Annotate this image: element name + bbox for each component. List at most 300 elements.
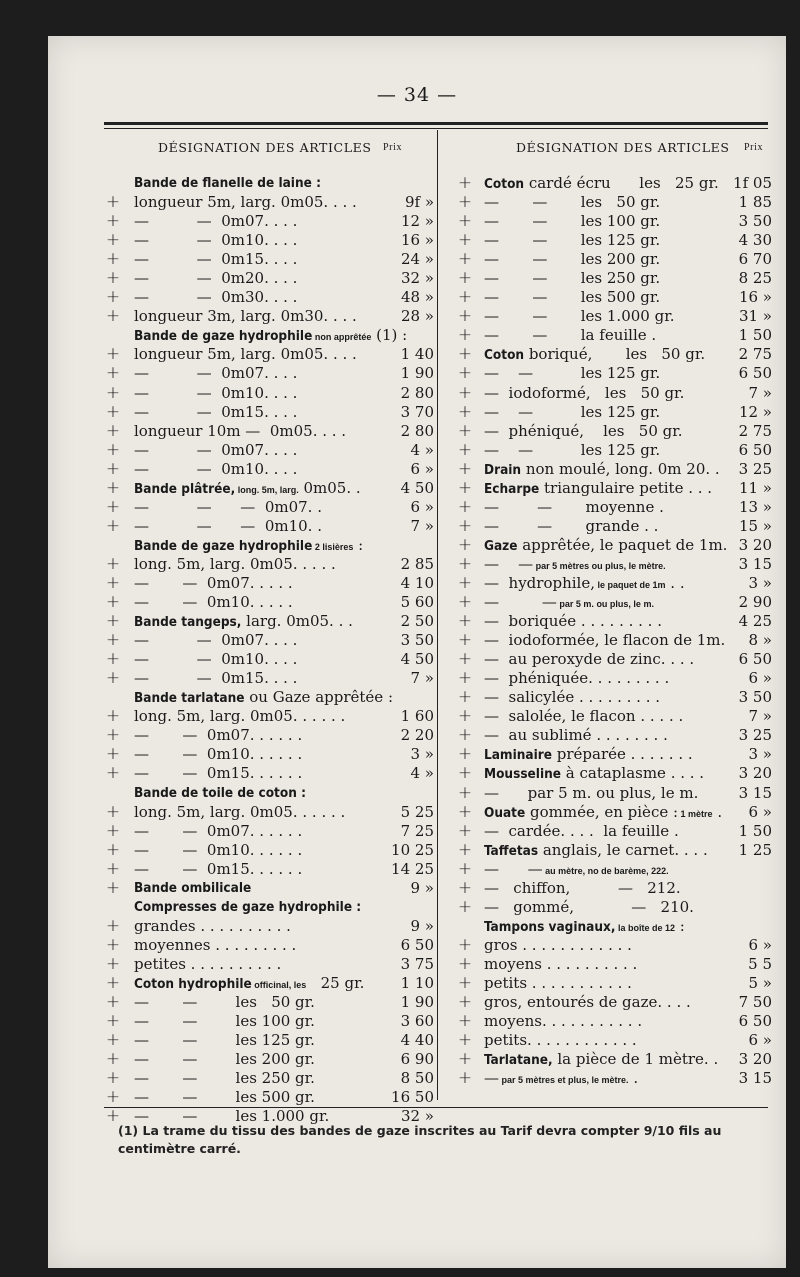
article-designation: — — les 50 gr.	[134, 993, 315, 1012]
left-row	[104, 631, 434, 650]
plus-mark-icon: +	[457, 249, 473, 270]
plus-mark-icon: +	[457, 801, 473, 822]
plus-mark-icon: +	[105, 820, 121, 841]
article-price: 4 50	[400, 650, 434, 669]
article-price: 9 »	[410, 878, 434, 897]
article-price: 3 50	[738, 688, 772, 707]
article-designation: — — les 125 gr.	[484, 231, 661, 250]
article-designation: — — les 500 gr.	[134, 1088, 315, 1107]
right-column	[456, 174, 772, 1088]
article-designation: — iodoformé, les 50 gr.	[484, 383, 685, 402]
article-price: 2 80	[400, 383, 434, 402]
article-designation: Bande de gaze hydrophile non apprêtée (1) :	[134, 326, 408, 345]
article-price: 16 »	[738, 288, 772, 307]
footer-rule	[104, 1107, 768, 1108]
article-price: 3 »	[748, 745, 772, 764]
plus-mark-icon: +	[457, 706, 473, 727]
right-row	[456, 269, 772, 288]
article-price: 3 »	[748, 573, 772, 592]
article-designation: — — les 50 gr.	[484, 193, 661, 212]
article-price: 2 80	[400, 421, 434, 440]
plus-mark-icon: +	[457, 668, 473, 689]
article-price: 6 50	[400, 935, 434, 954]
right-row	[456, 593, 772, 612]
article-designation: — — les 125 gr.	[134, 1031, 315, 1050]
article-designation: Taffetas anglais, le carnet. . . .	[484, 840, 708, 859]
plus-mark-icon: +	[105, 401, 121, 422]
plus-mark-icon: +	[105, 496, 121, 517]
article-designation: — — 0m07. . . . .	[134, 573, 293, 592]
plus-mark-icon: +	[457, 325, 473, 346]
plus-mark-icon: +	[105, 611, 121, 632]
left-header	[158, 140, 371, 155]
article-designation: petits . . . . . . . . . . .	[484, 973, 632, 992]
right-row	[456, 1050, 772, 1069]
plus-mark-icon: +	[457, 344, 473, 365]
article-price: 6 50	[738, 440, 772, 459]
article-price: 4 40	[400, 1031, 434, 1050]
article-price: 31 »	[738, 307, 772, 326]
article-designation: — — 0m10. . . . .	[134, 593, 293, 612]
left-row	[104, 1012, 434, 1031]
left-row	[104, 345, 434, 364]
left-row	[104, 784, 434, 803]
left-row	[104, 212, 434, 231]
article-designation: Gaze apprêtée, le paquet de 1m.	[484, 535, 728, 554]
left-row	[104, 688, 434, 707]
article-price: 3 15	[738, 1069, 772, 1088]
left-row	[104, 517, 434, 536]
plus-mark-icon: +	[105, 744, 121, 765]
plus-mark-icon: +	[457, 725, 473, 746]
article-designation: longueur 3m, larg. 0m30. . . .	[134, 307, 357, 326]
article-designation: — — les 250 gr.	[134, 1069, 315, 1088]
article-price: 3 20	[738, 1050, 772, 1069]
right-row	[456, 403, 772, 422]
article-designation: Tampons vaginaux, la boîte de 12 :	[484, 916, 685, 935]
article-price: 5 60	[400, 593, 434, 612]
article-designation: — — 0m07. . . . . .	[134, 726, 303, 745]
plus-mark-icon: +	[457, 477, 473, 498]
right-row	[456, 498, 772, 517]
article-designation: — — 0m30. . . .	[134, 288, 298, 307]
article-price: 4 »	[410, 764, 434, 783]
article-price: 4 25	[738, 612, 772, 631]
plus-mark-icon: +	[457, 649, 473, 670]
article-designation: gros . . . . . . . . . . . .	[484, 935, 632, 954]
article-designation: — — 0m07. . . .	[134, 364, 298, 383]
plus-mark-icon: +	[105, 382, 121, 403]
left-row	[104, 403, 434, 422]
article-designation: Bande plâtrée, long. 5m, larg. 0m05. .	[134, 478, 361, 497]
left-row	[104, 555, 434, 574]
article-designation: longueur 10m — 0m05. . . .	[134, 421, 347, 440]
article-price: 9 »	[410, 916, 434, 935]
left-row	[104, 707, 434, 726]
plus-mark-icon: +	[457, 211, 473, 232]
article-price: 7 25	[400, 821, 434, 840]
article-designation: gros, entourés de gaze. . . .	[484, 993, 691, 1012]
plus-mark-icon: +	[105, 553, 121, 574]
left-row	[104, 612, 434, 631]
article-designation: — — la feuille .	[484, 326, 657, 345]
plus-mark-icon: +	[105, 458, 121, 479]
right-header	[516, 140, 729, 155]
article-designation: Bande tarlatane ou Gaze apprêtée :	[134, 688, 393, 707]
article-price: 8 25	[738, 269, 772, 288]
left-row	[104, 1088, 434, 1107]
right-row	[456, 1012, 772, 1031]
article-designation: petits. . . . . . . . . . . .	[484, 1031, 637, 1050]
plus-mark-icon: +	[457, 534, 473, 555]
article-designation: — — les 250 gr.	[484, 269, 661, 288]
article-price: 2 75	[738, 421, 772, 440]
article-designation: — phéniqué, les 50 gr.	[484, 421, 683, 440]
plus-mark-icon: +	[105, 801, 121, 822]
left-row	[104, 479, 434, 498]
article-designation: moyens. . . . . . . . . . .	[484, 1012, 643, 1031]
plus-mark-icon: +	[457, 877, 473, 898]
right-row	[456, 764, 772, 783]
article-designation: — — 0m15. . . .	[134, 402, 298, 421]
article-designation: — — 0m10. . . .	[134, 231, 298, 250]
article-price: 6 »	[748, 1031, 772, 1050]
plus-mark-icon: +	[457, 496, 473, 517]
article-price: 6 50	[738, 1012, 772, 1031]
left-row	[104, 764, 434, 783]
left-row	[104, 974, 434, 993]
article-designation: — — les 1.000 gr.	[484, 307, 675, 326]
article-price: 1 90	[400, 993, 434, 1012]
plus-mark-icon: +	[457, 439, 473, 460]
article-designation: long. 5m, larg. 0m05. . . . . .	[134, 802, 346, 821]
article-price: 12 »	[400, 212, 434, 231]
plus-mark-icon: +	[457, 306, 473, 327]
article-designation: Mousseline à cataplasme . . . .	[484, 764, 705, 783]
plus-mark-icon: +	[457, 268, 473, 289]
article-price: 10 25	[391, 840, 434, 859]
left-row	[104, 231, 434, 250]
article-designation: — — 0m10. . . . . .	[134, 840, 303, 859]
plus-mark-icon: +	[457, 782, 473, 803]
right-row	[456, 612, 772, 631]
article-designation: Tarlatane, la pièce de 1 mètre. .	[484, 1050, 719, 1069]
left-row	[104, 326, 434, 345]
article-price: 4 »	[410, 440, 434, 459]
plus-mark-icon: +	[105, 1030, 121, 1051]
article-designation: — gommé, — 210.	[484, 897, 694, 916]
article-designation: — — 0m07. . . .	[134, 440, 298, 459]
plus-mark-icon: +	[457, 192, 473, 213]
plus-mark-icon: +	[457, 953, 473, 974]
article-designation: — — les 100 gr.	[484, 212, 661, 231]
article-designation: grandes . . . . . . . . . .	[134, 916, 291, 935]
right-row	[456, 955, 772, 974]
article-price: 2 50	[400, 612, 434, 631]
left-row	[104, 669, 434, 688]
article-designation: Bande de toile de coton :	[134, 784, 306, 801]
left-header-title: DÉSIGNATION DES ARTICLES	[158, 140, 372, 155]
right-row	[456, 517, 772, 536]
article-designation: Ouate gommée, en pièce : 1 mètre .	[484, 802, 723, 821]
left-row	[104, 574, 434, 593]
right-row	[456, 669, 772, 688]
left-row	[104, 593, 434, 612]
article-designation: — — 0m15. . . . . .	[134, 764, 303, 783]
article-price: 5 »	[748, 973, 772, 992]
article-designation: — hydrophile, le paquet de 1m . .	[484, 573, 685, 592]
right-row	[456, 422, 772, 441]
article-price: 1 40	[400, 345, 434, 364]
plus-mark-icon: +	[105, 1068, 121, 1089]
article-designation: — — par 5 mètres ou plus, le mètre.	[484, 554, 666, 573]
left-row	[104, 174, 434, 193]
article-designation: longueur 5m, larg. 0m05. . . .	[134, 345, 357, 364]
article-price: 3 20	[738, 535, 772, 554]
left-row	[104, 993, 434, 1012]
article-designation: Drain non moulé, long. 0m 20. .	[484, 459, 720, 478]
article-designation: — — 0m20. . . .	[134, 269, 298, 288]
article-designation: — — les 1.000 gr.	[134, 1107, 330, 1126]
article-designation: — — 0m10. . . . . .	[134, 745, 303, 764]
plus-mark-icon: +	[105, 706, 121, 727]
article-designation: Coton cardé écru les 25 gr.	[484, 174, 719, 192]
article-designation: — — 0m10. . . .	[134, 383, 298, 402]
article-price: 1 90	[400, 364, 434, 383]
left-row	[104, 288, 434, 307]
article-designation: — au peroxyde de zinc. . . .	[484, 650, 695, 669]
article-designation: Coton boriqué, les 50 gr.	[484, 345, 706, 364]
right-row	[456, 993, 772, 1012]
article-price: 1 25	[738, 840, 772, 859]
right-row	[456, 879, 772, 898]
plus-mark-icon: +	[105, 1087, 121, 1108]
right-row	[456, 384, 772, 403]
plus-mark-icon: +	[457, 1030, 473, 1051]
plus-mark-icon: +	[457, 287, 473, 308]
right-row	[456, 326, 772, 345]
plus-mark-icon: +	[105, 249, 121, 270]
right-row	[456, 193, 772, 212]
plus-mark-icon: +	[105, 934, 121, 955]
plus-mark-icon: +	[457, 420, 473, 441]
plus-mark-icon: +	[105, 763, 121, 784]
article-designation: — — 0m10. . . .	[134, 650, 298, 669]
right-row	[456, 784, 772, 803]
plus-mark-icon: +	[457, 1011, 473, 1032]
article-designation: Bande tangeps, larg. 0m05. . .	[134, 612, 353, 631]
article-designation: — chiffon, — 212.	[484, 878, 681, 897]
article-designation: — au sublimé . . . . . . . .	[484, 726, 668, 745]
article-price: 6 50	[738, 364, 772, 383]
article-designation: Bande de gaze hydrophile 2 lisières :	[134, 535, 364, 554]
left-row	[104, 250, 434, 269]
right-row	[456, 650, 772, 669]
right-row	[456, 745, 772, 764]
article-price: 48 »	[400, 288, 434, 307]
plus-mark-icon: +	[457, 839, 473, 860]
article-price: 16 50	[391, 1088, 434, 1107]
left-row	[104, 745, 434, 764]
article-designation: — — 0m15. . . .	[134, 250, 298, 269]
plus-mark-icon: +	[105, 1106, 121, 1127]
plus-mark-icon: +	[105, 287, 121, 308]
left-row	[104, 860, 434, 879]
article-price: 6 »	[410, 497, 434, 516]
left-row	[104, 898, 434, 917]
article-price: 1 10	[400, 973, 434, 992]
article-designation: petites . . . . . . . . . .	[134, 954, 282, 973]
article-price: 3 25	[738, 726, 772, 745]
article-price: 6 90	[400, 1050, 434, 1069]
plus-mark-icon: +	[105, 858, 121, 879]
article-designation: — — — 0m07. .	[134, 497, 322, 516]
plus-mark-icon: +	[457, 896, 473, 917]
plus-mark-icon: +	[457, 553, 473, 574]
plus-mark-icon: +	[457, 363, 473, 384]
plus-mark-icon: +	[105, 649, 121, 670]
article-designation: — — 0m07. . . . . .	[134, 821, 303, 840]
plus-mark-icon: +	[457, 382, 473, 403]
article-price: 15 »	[738, 516, 772, 535]
article-price: 13 »	[738, 497, 772, 516]
article-designation: — — les 125 gr.	[484, 364, 661, 383]
right-row	[456, 974, 772, 993]
right-row	[456, 174, 772, 193]
plus-mark-icon: +	[105, 344, 121, 365]
article-designation: — — — 0m10. .	[134, 516, 322, 535]
left-row	[104, 650, 434, 669]
right-row	[456, 803, 772, 822]
article-designation: — — 0m15. . . .	[134, 669, 298, 688]
article-price: 24 »	[400, 250, 434, 269]
plus-mark-icon: +	[457, 1068, 473, 1089]
plus-mark-icon: +	[457, 572, 473, 593]
article-price: 11 »	[738, 478, 772, 497]
article-price: 2 85	[400, 554, 434, 573]
article-price: 3 50	[738, 212, 772, 231]
right-row	[456, 707, 772, 726]
article-designation: long. 5m, larg. 0m05. . . . . .	[134, 707, 346, 726]
article-price: 4 50	[400, 478, 434, 497]
article-designation: Compresses de gaze hydrophile :	[134, 898, 362, 915]
article-price: 14 25	[391, 859, 434, 878]
article-price: 3 20	[738, 764, 772, 783]
article-price: 1 50	[738, 821, 772, 840]
plus-mark-icon: +	[457, 972, 473, 993]
plus-mark-icon: +	[105, 915, 121, 936]
article-designation: Echarpe triangulaire petite . . .	[484, 478, 713, 497]
left-row	[104, 441, 434, 460]
right-row	[456, 288, 772, 307]
article-designation: moyennes . . . . . . . . .	[134, 935, 297, 954]
right-row	[456, 822, 772, 841]
plus-mark-icon: +	[457, 820, 473, 841]
article-price: 6 »	[748, 802, 772, 821]
right-row	[456, 231, 772, 250]
plus-mark-icon: +	[105, 877, 121, 898]
article-designation: long. 5m, larg. 0m05. . . . .	[134, 554, 336, 573]
article-designation: — — moyenne .	[484, 497, 664, 516]
plus-mark-icon: +	[105, 268, 121, 289]
article-designation: — — les 200 gr.	[484, 250, 661, 269]
left-row	[104, 803, 434, 822]
article-price: 1 60	[400, 707, 434, 726]
article-designation: Bande ombilicale	[134, 879, 252, 896]
column-divider	[437, 130, 438, 1100]
header-rule	[104, 122, 768, 129]
plus-mark-icon: +	[105, 211, 121, 232]
right-row	[456, 936, 772, 955]
left-row	[104, 1069, 434, 1088]
right-row	[456, 212, 772, 231]
plus-mark-icon: +	[457, 630, 473, 651]
article-designation: — — les 500 gr.	[484, 288, 661, 307]
plus-mark-icon: +	[457, 934, 473, 955]
left-row	[104, 936, 434, 955]
right-row	[456, 898, 772, 917]
plus-mark-icon: +	[105, 992, 121, 1013]
article-price: 3 25	[738, 459, 772, 478]
left-row	[104, 269, 434, 288]
article-price: 32 »	[400, 1107, 434, 1126]
left-row	[104, 879, 434, 898]
right-row	[456, 555, 772, 574]
article-price: 6 »	[748, 669, 772, 688]
left-row	[104, 1050, 434, 1069]
article-designation: — par 5 mètres et plus, le mètre. .	[484, 1069, 639, 1088]
left-row	[104, 1031, 434, 1050]
plus-mark-icon: +	[105, 477, 121, 498]
plus-mark-icon: +	[105, 953, 121, 974]
plus-mark-icon: +	[457, 230, 473, 251]
article-price: 5 5	[748, 954, 772, 973]
right-row	[456, 364, 772, 383]
right-row	[456, 479, 772, 498]
article-designation: — par 5 m. ou plus, le m.	[484, 783, 699, 802]
article-price: 1 85	[738, 193, 772, 212]
article-price: 9f »	[404, 193, 434, 212]
plus-mark-icon: +	[457, 992, 473, 1013]
plus-mark-icon: +	[457, 515, 473, 536]
article-price: 3 »	[410, 745, 434, 764]
article-price: 7 »	[748, 707, 772, 726]
plus-mark-icon: +	[457, 458, 473, 479]
article-price: 28 »	[400, 307, 434, 326]
article-price: 6 »	[410, 459, 434, 478]
article-designation: — — par 5 m. ou plus, le m.	[484, 593, 654, 612]
document-page: — 34 — DÉSIGNATION DES ARTICLES Prix DÉSIGNATION DES ARTICLES Prix Bande de flanelle de laine : + longueur 5m, larg. 0m05. . . . 9f » + — — 0m07. . . . 12 » + — — 0m10. . . . 16 » + — — 0m15. . . . 24 » + — — 0m20. . . . 32 » + — — 0m30. . . . 48 » + longueur 3m, larg. 0m30. . . . 28 » Bande de gaze hydrophile non apprêtée (1) : + longueur 5m, larg. 0m05. . . . 1 40 + — — 0m07. . . . 1 90 + — — 0m10. . . . 2 80 + — — 0m15. . . . 3 70 + longueur 10m — 0m05. . . . 2 80 + — — 0m07. . . . 4 » + — — 0m10. . . . 6 » + Bande plâtrée, long. 5m, larg. 0m05. . 4 50 + — — — 0m07. . 6 » + — — — 0m10. . 7 » Bande de gaze hydrophile 2 lisières : + long. 5m, larg. 0m05. . . . . 2 85 + — — 0m07. . . . . 4 10 + — — 0m10. . . . . 5 60 + Bande tangeps, larg. 0m05. . . 2 50 + — — 0m07. . . . 3 50 + — — 0m10. . . . 4 50 + — — 0m15. . . . 7 » Bande tarlatane ou Gaze apprêtée : + long. 5m, larg. 0m05. . . . . . 1 60 + — — 0m07. . . . . . 2 20 + — — 0m10. . . . . . 3 » + — — 0m15. . . . . . 4 » Bande de toile de coton : + long. 5m, larg. 0m05. . . . . . 5 25 + — — 0m07. . . . . . 7 25 + — — 0m10. . . . . . 10 25 + — — 0m15. . . . . . 14 25 + Bande ombilicale 9 » Compresses de gaze hydrophile : + grandes . . . . . . . . . . 9 » + moyennes . . . . . . . . . 6 50 + petites . . . . . . . . . . 3 75 + Coton hydrophile officinal, les 25 gr. 1 10 + — — les 50 gr. 1 90 + — — les 100 gr. 3 60 + — — les 125 gr. 4 40 + — — les 200 gr. 6 90 + — — les 250 gr. 8 50 + — — les 500 gr. 16 50 + — — les 1.000 gr. 32 » + Coton cardé écru les 25 gr. 1f 05 + — — les 50 gr. 1 85 + — — les 100 gr. 3 50 + — — les 125 gr. 4 30 + — — les 200 gr. 6 70 + — — les 250 gr. 8 25 + — — les 500 gr. 16 » + — — les 1.000 gr. 31 » + — — la feuille . 1 50 + Coton boriqué, les 50 gr. 2 75 + — — les 125 gr. 6 50 + — iodoformé, les 50 gr. 7 » + — — les 125 gr. 12 » + — phéniqué, les 50 gr. 2 75 + — — les 125 gr. 6 50 + Drain non moulé, long. 0m 20. . 3 25 + Echarpe triangulaire petite . . . 11 » + — — moyenne . 13 » + — — grande . . 15 » + Gaze apprêtée, le paquet de 1m. 3 20 + — — par 5 mètres ou plus, le mètre. 3 15 + — hydrophile, le paquet de 1m . . 3 » + — — par 5 m. ou plus, le m. 2 90 + — boriquée . . . . . . . . . 4 25 + — iodoformée, le flacon de 1m. 8 » + — au peroxyde de zinc. . . . 6 50 + — phéniquée. . . . . . . . . 6 » + — salicylée . . . . . . . . . 3 50 + — salolée, le flacon . . . . . 7 » + — au sublimé . . . . . . . . 3 25 + Laminaire préparée . . . . . . . 3 » + Mousseline à cataplasme . . . . 3 20 + — par 5 m. ou plus, le m. 3 15 + Ouate gommée, en pièce : 1 mètre . 6 » + — cardée. . . . la feuille . 1 50 + Taffetas anglais, le carnet. . . . 1 25 + — — au mètre, no de barème, 222. + — chiffon, — 212. + — gommé, — 210. Tampons vaginaux, la boîte de 12 : + gros . . . . . . . . . . . . 6 » + moyens . . . . . . . . . . 5 5 + petits . . . . . . . . . . . 5 » + gros, entourés de gaze. . . . 7 50 + moyens. . . . . . . . . . . 6 50 + petits. . . . . . . . . . . . 6 » + Tarlatane, la pièce de 1 mètre. . 3 20 + — par 5 mètres et plus, le mètre. . 3 15 (1) La trame du tissu des bandes de gaze inscrites au Tarif devra compter 9/10 fils au centimètre carré.	[48, 36, 786, 1268]
article-designation: — salicylée . . . . . . . . .	[484, 688, 661, 707]
plus-mark-icon: +	[105, 972, 121, 993]
article-designation: — boriquée . . . . . . . . .	[484, 612, 662, 631]
article-designation: — iodoformée, le flacon de 1m.	[484, 631, 726, 650]
article-price: 6 70	[738, 250, 772, 269]
left-row	[104, 841, 434, 860]
plus-mark-icon: +	[457, 401, 473, 422]
article-designation: — — grande . .	[484, 516, 659, 535]
right-row	[456, 841, 772, 860]
plus-mark-icon: +	[105, 1011, 121, 1032]
plus-mark-icon: +	[105, 515, 121, 536]
left-row	[104, 822, 434, 841]
article-price: 3 75	[400, 954, 434, 973]
plus-mark-icon: +	[105, 420, 121, 441]
right-row	[456, 460, 772, 479]
plus-mark-icon: +	[105, 630, 121, 651]
page-number: — 34 —	[376, 84, 458, 106]
article-price: 2 20	[400, 726, 434, 745]
